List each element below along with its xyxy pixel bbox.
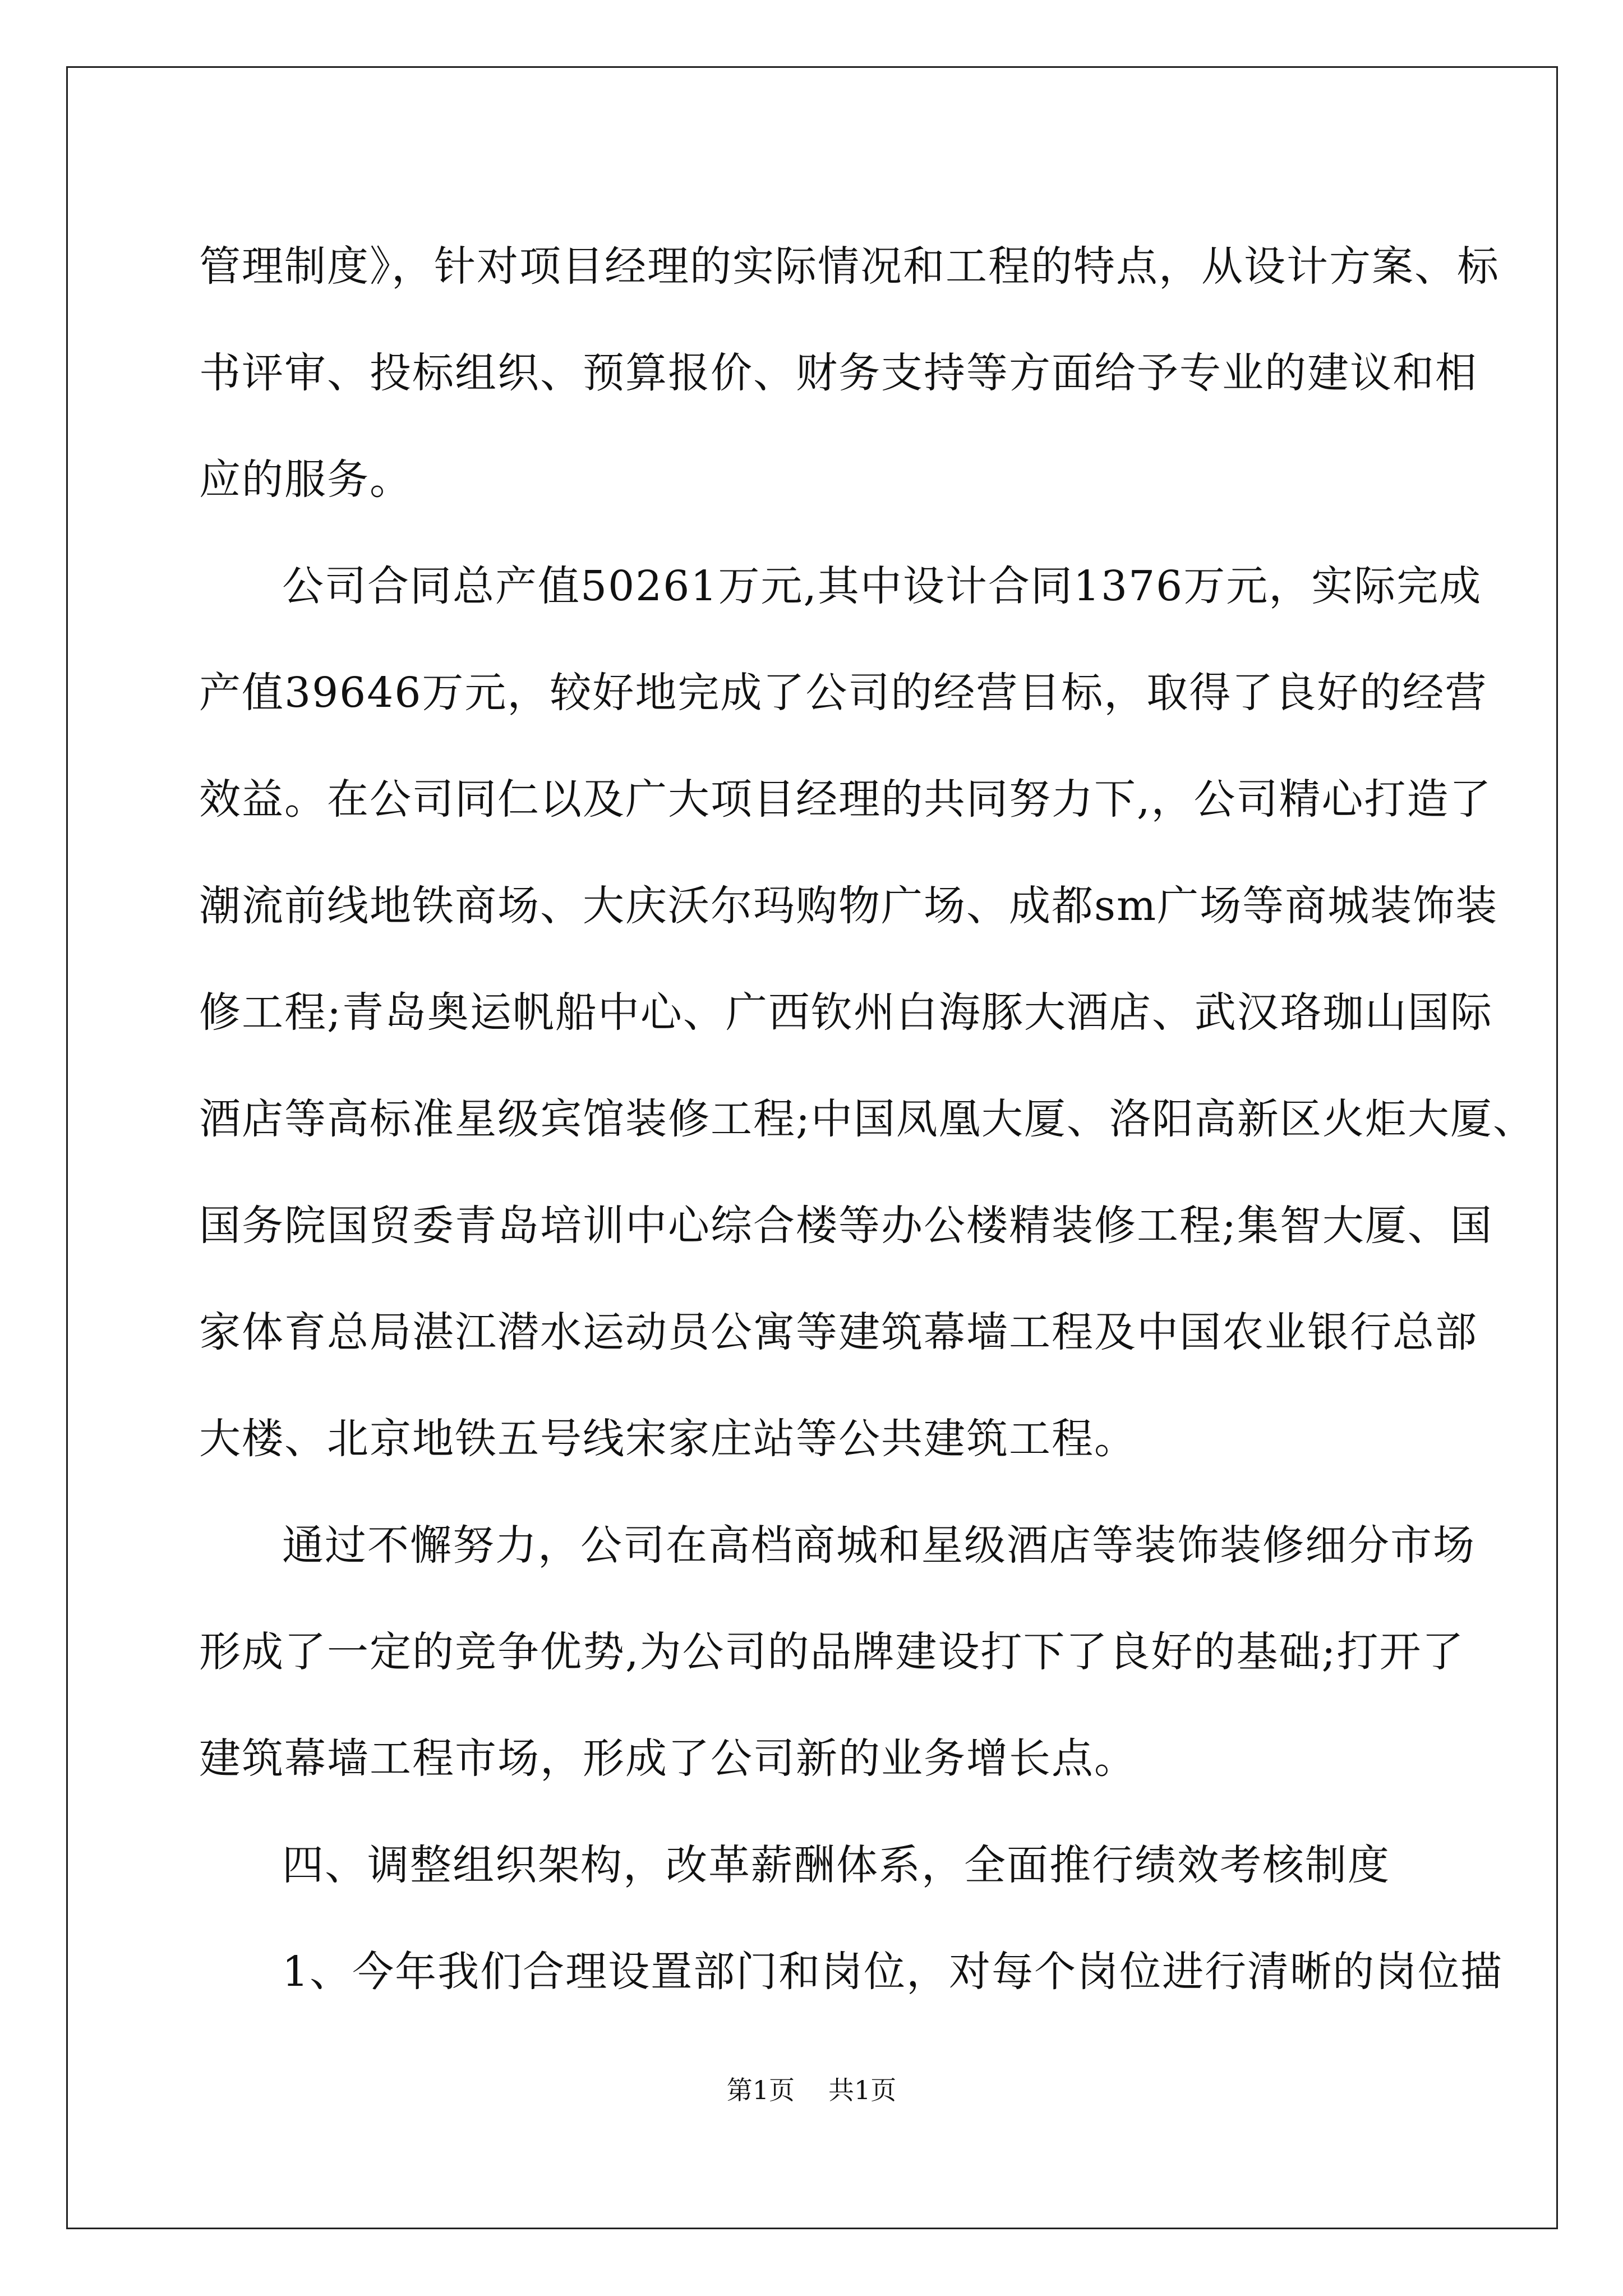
- paragraph-line: 修工程;青岛奥运帆船中心、广西钦州白海豚大酒店、武汉珞珈山国际: [199, 988, 1493, 1037]
- paragraph-line: 国务院国贸委青岛培训中心综合楼等办公楼精装修工程;集智大厦、国: [199, 1202, 1493, 1250]
- document-body: [199, 213, 1536, 2025]
- page-total: 共1页: [828, 2075, 897, 2105]
- paragraph-line: 建筑幕墙工程市场，形成了公司新的业务增长点。: [199, 1734, 1137, 1783]
- paragraph-line: 酒店等高标准星级宾馆装修工程;中国凤凰大厦、洛阳高新区火炬大厦、: [199, 1095, 1536, 1143]
- page-footer: [0, 2070, 1623, 2107]
- paragraph-line: 产值39646万元，较好地完成了公司的经营目标，取得了良好的经营: [199, 669, 1488, 717]
- paragraph-line: 效益。在公司同仁以及广大项目经理的共同努力下,，公司精心打造了: [199, 775, 1492, 823]
- section-heading: 四、调整组织架构，改革薪酬体系，全面推行绩效考核制度: [282, 1841, 1390, 1889]
- paragraph-line: 管理制度》，针对项目经理的实际情况和工程的特点，从设计方案、标: [199, 242, 1500, 291]
- paragraph-line: 应的服务。: [199, 455, 412, 504]
- paragraph-line: 形成了一定的竞争优势,为公司的品牌建设打下了良好的基础;打开了: [199, 1628, 1465, 1676]
- paragraph-line: 公司合同总产值50261万元,其中设计合同1376万元，实际完成: [282, 562, 1482, 610]
- paragraph-line: 潮流前线地铁商场、大庆沃尔玛购物广场、成都sm广场等商城装饰装: [199, 882, 1498, 930]
- paragraph-line: 大楼、北京地铁五号线宋家庄站等公共建筑工程。: [199, 1415, 1137, 1463]
- paragraph-line: 书评审、投标组织、预算报价、财务支持等方面给予专业的建议和相: [199, 349, 1478, 397]
- paragraph-line: 1、今年我们合理设置部门和岗位，对每个岗位进行清晰的岗位描: [282, 1948, 1504, 1996]
- paragraph-line: 通过不懈努力，公司在高档商城和星级酒店等装饰装修细分市场: [282, 1521, 1476, 1570]
- paragraph-line: 家体育总局湛江潜水运动员公寓等建筑幕墙工程及中国农业银行总部: [199, 1308, 1478, 1356]
- page-number: 第1页: [726, 2075, 795, 2105]
